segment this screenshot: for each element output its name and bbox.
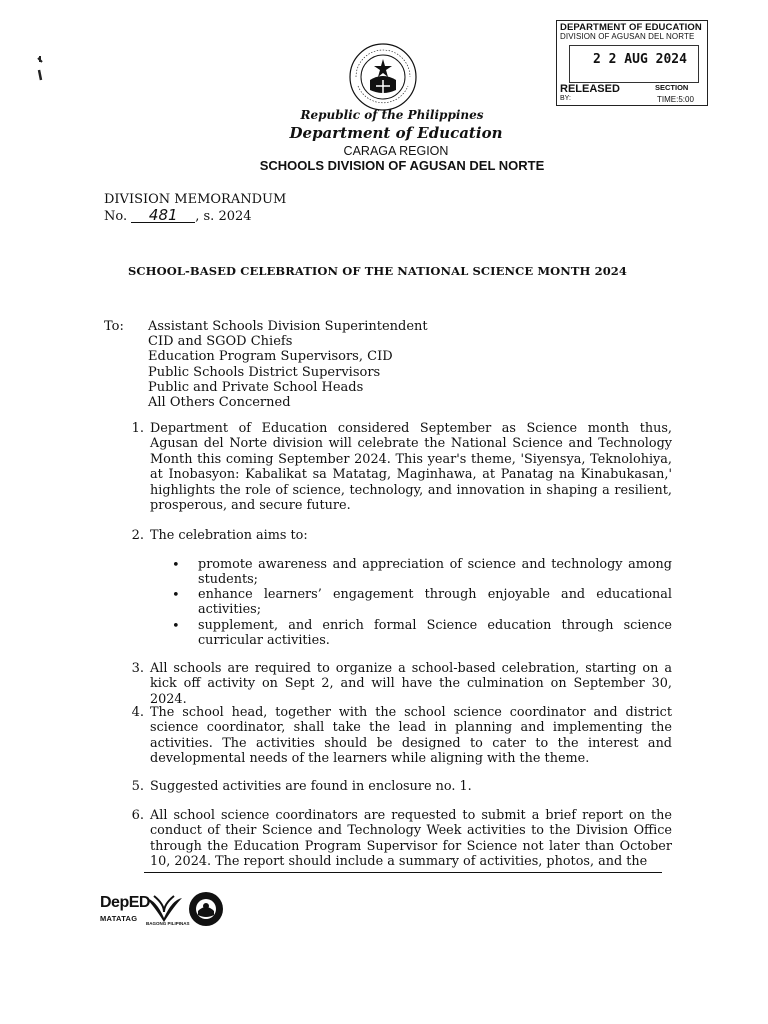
deped-logo-text: DepED: [100, 894, 150, 911]
recipient-item: Public Schools District Supervisors: [148, 364, 381, 380]
item-number: 6.: [131, 808, 144, 823]
recipient-item: All Others Concerned: [148, 395, 291, 411]
aim-item: enhance learners’ engagement through enjoyable and educational activities;: [198, 587, 672, 618]
item-number: 1.: [131, 421, 144, 436]
item-text: Suggested activities are found in enclosure no. 1.: [150, 779, 472, 794]
memo-block: [104, 192, 286, 225]
recipient-item: Public and Private School Heads: [148, 379, 364, 395]
bagong-pilipinas-text: BAGONG PILIPINAS: [146, 921, 190, 926]
item-text: All schools are required to organize a school-based celebration, starting on a kick off activity on Sept 2, and will have the culmination on September 30, 2024.: [150, 661, 672, 707]
department-heading: Department of Education: [289, 124, 503, 142]
bullet-icon: •: [172, 588, 180, 603]
republic-heading: Republic of the Philippines: [300, 108, 484, 122]
stamp-released: RELEASED: [560, 83, 620, 95]
memo-number: 481: [131, 208, 195, 223]
memo-title: SCHOOL-BASED CELEBRATION OF THE NATIONAL SCIENCE MONTH 2024: [128, 264, 628, 278]
item-number: 5.: [131, 779, 144, 794]
aim-item: promote awareness and appreciation of science and technology among students;: [198, 557, 672, 588]
memo-label: DIVISION MEMORANDUM: [104, 192, 287, 207]
to-label: To:: [104, 319, 124, 334]
item-text: All school science coordinators are requested to submit a brief report on the conduct of their Science and Technology Week activities to the Division Office through the Education Program Supervisor for Science not later than October 10, 2024. The report should include a summary of activities, photos, and the: [150, 808, 672, 870]
stamp-division: DIVISION OF AGUSAN DEL NORTE: [560, 32, 695, 41]
region-heading: CARAGA REGION: [343, 144, 449, 158]
stamp-time: TIME:5:00: [657, 95, 694, 104]
item-text: The celebration aims to:: [150, 528, 308, 543]
division-seal-icon: [188, 891, 224, 927]
bullet-icon: •: [172, 619, 180, 634]
stamp-date: 2 2 AUG 2024: [593, 52, 687, 67]
memo-series: , s. 2024: [195, 209, 252, 224]
memo-no-prefix: No.: [104, 209, 128, 224]
footer-divider: [144, 872, 662, 873]
recipient-item: CID and SGOD Chiefs: [148, 334, 293, 350]
stamp-by: BY:: [560, 95, 571, 102]
stamp-department: DEPARTMENT OF EDUCATION: [560, 22, 702, 33]
pen-mark: [36, 56, 76, 96]
aim-item: supplement, and enrich formal Science education through science curricular activities.: [198, 618, 672, 649]
bullet-icon: •: [172, 558, 180, 573]
item-text: The school head, together with the school science coordinator and district science coordinator, shall take the lead in planning and implementing the activities. The activities should be designed to cater to the interest and developmental needs of the learners while aligning with the theme.: [150, 705, 672, 767]
item-number: 3.: [131, 661, 144, 676]
item-text: Department of Education considered September as Science month thus, Agusan del Norte division will celebrate the National Science and Technology Month this coming September 2024. This year's theme, 'Siyensya, Teknolohiya, at Inobasyon: Kabalikat sa Matatag, Maginhawa, at Panatag na Kinabukasan,' highlights the role of science, technology, and innovation in shaping a resilient, prosperous, and secure future.: [150, 421, 672, 514]
deped-seal-icon: [348, 42, 418, 112]
stamp-section: SECTION: [655, 83, 689, 92]
item-number: 2.: [131, 528, 144, 543]
recipient-item: Assistant Schools Division Superintendent: [148, 319, 428, 334]
received-stamp: [556, 20, 708, 106]
recipient-list: [148, 319, 428, 410]
memo-number-line: [104, 208, 286, 225]
division-heading: SCHOOLS DIVISION OF AGUSAN DEL NORTE: [259, 158, 545, 173]
matatag-logo-text: MATATAG: [100, 914, 138, 923]
recipient-item: Education Program Supervisors, CID: [148, 349, 393, 365]
item-number: 4.: [131, 705, 144, 720]
